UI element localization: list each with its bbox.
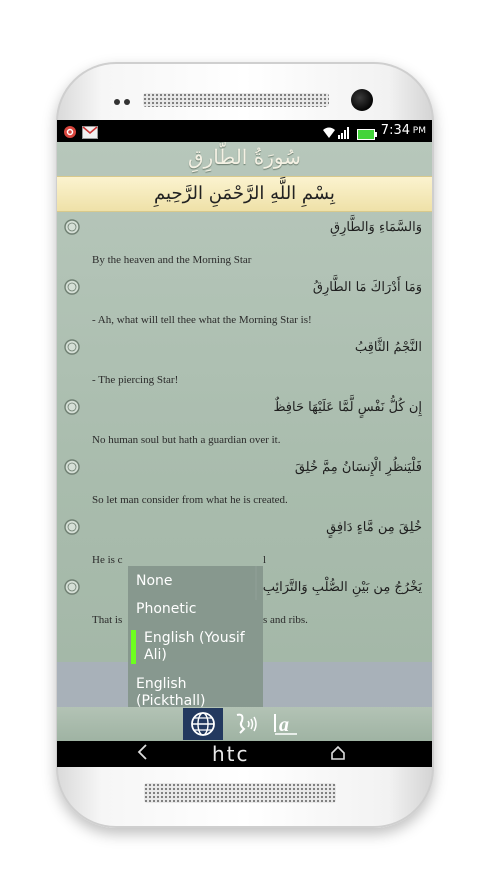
- bottom-toolbar: [57, 707, 432, 741]
- speaker-grill-bottom: [144, 783, 336, 803]
- signal-icon: [338, 124, 352, 143]
- verse-translation: So let man consider from what he is created.: [92, 494, 288, 506]
- verse-number-icon: [63, 518, 81, 536]
- popup-item-english-pickthall[interactable]: English (Pickthall): [136, 676, 206, 707]
- sensor-dot: [114, 99, 120, 105]
- verse-translation-right: s and ribs.: [263, 614, 308, 626]
- wifi-icon: [321, 124, 337, 143]
- verse-translation-right: l: [263, 554, 267, 566]
- verse-arabic: وَالسَّمَاءِ وَالطَّارِقِ: [329, 220, 422, 235]
- verse-row[interactable]: [57, 336, 432, 396]
- hardware-nav-bar: [57, 741, 432, 767]
- bismillah-banner: بِسْمِ اللَّهِ الرَّحْمَنِ الرَّحِيمِ: [57, 176, 432, 212]
- verse-arabic: إِن كُلُّ نَفْسٍ لَّمَّا عَلَيْهَا حَافِظٌ: [273, 400, 422, 415]
- popup-item-english-yousif-ali[interactable]: English (Yousif Ali): [144, 630, 245, 663]
- htc-logo: htc: [212, 742, 250, 766]
- gmail-icon: [82, 124, 98, 143]
- verse-row[interactable]: [57, 216, 432, 276]
- verse-arabic: فَلْيَنظُرِ الْإِنسَانُ مِمَّ خُلِقَ: [294, 460, 422, 475]
- verse-translation: - The piercing Star!: [92, 374, 179, 386]
- home-icon[interactable]: [330, 745, 346, 765]
- globe-icon: [190, 711, 216, 737]
- verse-translation: - Ah, what will tell thee what the Morning Star is!: [92, 314, 312, 326]
- verse-translation-left: That is: [92, 614, 123, 626]
- speaker-grill-top: [143, 93, 329, 107]
- verse-number-icon: [63, 578, 81, 596]
- popup-item-phonetic[interactable]: Phonetic: [136, 601, 197, 617]
- status-time: 7:34: [380, 123, 410, 138]
- svg-text:a: a: [279, 714, 289, 736]
- status-ampm: PM: [412, 126, 426, 136]
- selected-indicator: [131, 630, 136, 664]
- translation-popup-menu: [128, 566, 263, 707]
- sensor-dot: [124, 99, 130, 105]
- verse-number-icon: [63, 338, 81, 356]
- font-size-icon: [270, 711, 300, 737]
- surah-content[interactable]: [57, 142, 432, 707]
- verse-row[interactable]: [57, 456, 432, 516]
- verse-translation-left: He is c: [92, 554, 123, 566]
- back-icon[interactable]: [136, 743, 148, 766]
- translation-button[interactable]: [183, 708, 223, 740]
- verse-translation: No human soul but hath a guardian over it.: [92, 434, 281, 446]
- app-notification-icon: [63, 124, 77, 143]
- recitation-audio-icon: [232, 711, 262, 737]
- verse-arabic: يَخْرُجُ مِن بَيْنِ الصُّلْبِ وَالتَّرَائِبِ: [262, 580, 422, 595]
- front-camera: [351, 89, 373, 111]
- verse-translation: By the heaven and the Morning Star: [92, 254, 252, 266]
- verse-arabic: وَمَا أَدْرَاكَ مَا الطَّارِقُ: [312, 280, 422, 295]
- surah-title: سُورَةُ الطَّارِقِ: [188, 145, 301, 169]
- popup-item-none[interactable]: None: [136, 573, 173, 589]
- verse-arabic: خُلِقَ مِن مَّاءٍ دَافِقٍ: [326, 520, 422, 535]
- verse-number-icon: [63, 278, 81, 296]
- screen: [57, 120, 432, 767]
- verse-row[interactable]: [57, 276, 432, 336]
- recitation-button[interactable]: [227, 708, 267, 740]
- status-bar: [57, 120, 432, 142]
- verse-number-icon: [63, 458, 81, 476]
- verse-number-icon: [63, 398, 81, 416]
- verse-row[interactable]: [57, 396, 432, 456]
- font-size-button[interactable]: [265, 708, 305, 740]
- verse-number-icon: [63, 218, 81, 236]
- verse-arabic: النَّجْمُ الثَّاقِبُ: [354, 340, 422, 355]
